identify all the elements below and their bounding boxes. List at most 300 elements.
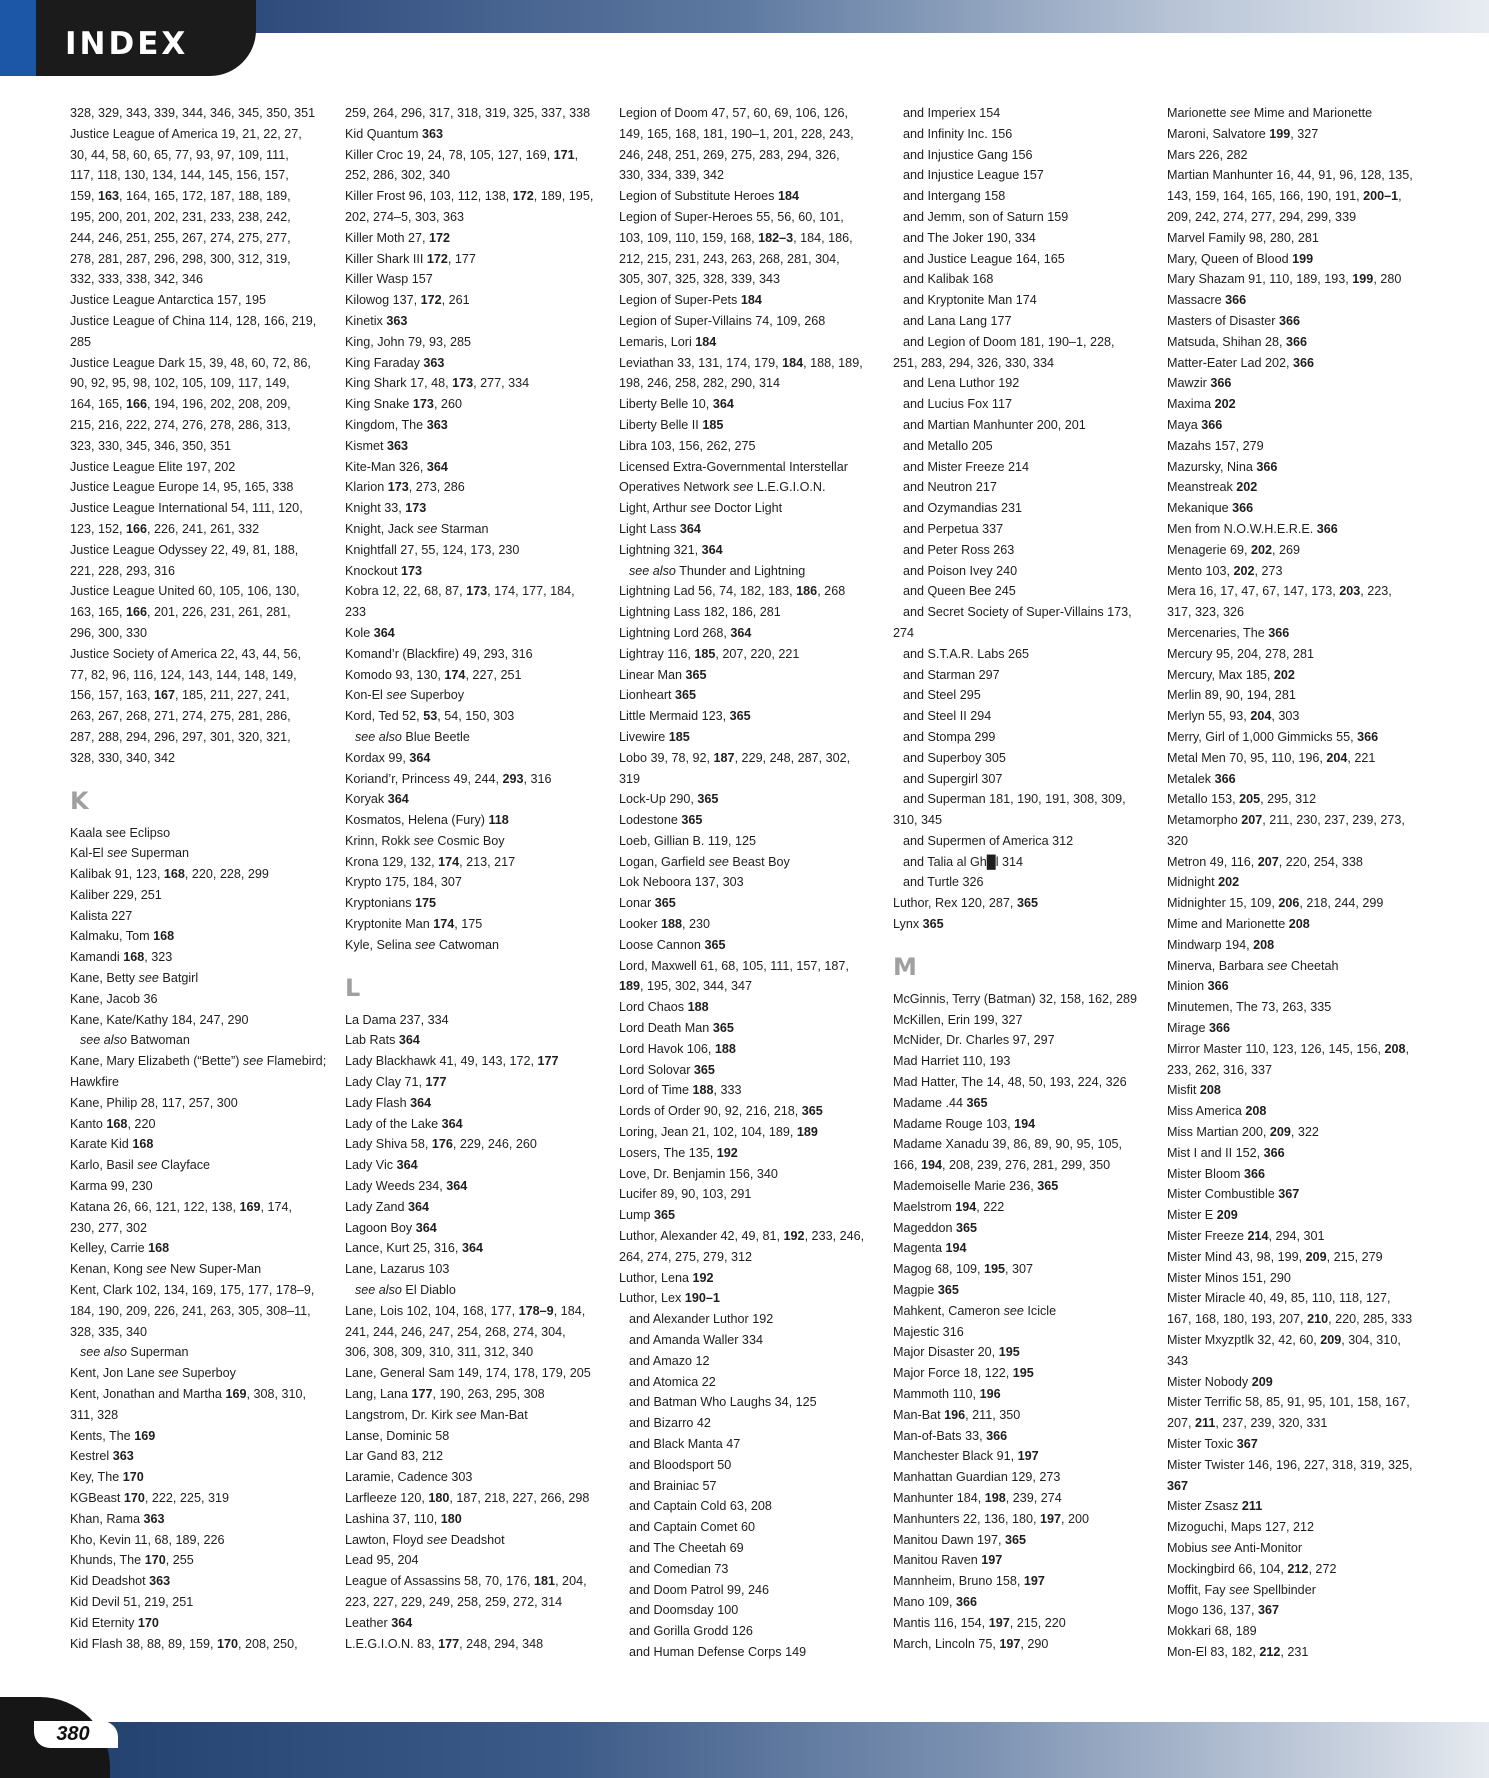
index-entry: Mirror Master 110, 123, 126, 145, 156, 208,	[1167, 1041, 1409, 1056]
index-entry: 367	[1167, 1478, 1189, 1493]
index-entry: Mento 103, 202, 273	[1167, 563, 1283, 578]
index-entry: Lady of the Lake 364	[345, 1116, 463, 1131]
index-entry: Mazahs 157, 279	[1167, 438, 1264, 453]
index-subentry: and Injustice Gang 156	[903, 147, 1033, 162]
index-column-3	[619, 103, 884, 1663]
index-entry: 252, 286, 302, 340	[345, 168, 451, 183]
index-entry: Lightning Lass 182, 186, 281	[619, 605, 781, 620]
index-entry: 278, 281, 287, 296, 298, 300, 312, 319,	[70, 251, 291, 266]
index-entry: Lady Vic 364	[345, 1158, 418, 1173]
index-entry: Lady Weeds 234, 364	[345, 1179, 468, 1194]
index-entry: Light, Arthur see Doctor Light	[619, 501, 783, 516]
index-entry: 264, 274, 275, 279, 312	[619, 1249, 753, 1264]
index-entry: Kordax 99, 364	[345, 750, 431, 765]
index-entry: Lady Clay 71, 177	[345, 1075, 447, 1090]
index-entry: Miss Martian 200, 209, 322	[1167, 1125, 1319, 1140]
index-entry: Moffit, Fay see Spellbinder	[1167, 1582, 1316, 1597]
index-entry: Miss America 208	[1167, 1104, 1267, 1119]
index-entry: Maroni, Salvatore 199, 327	[1167, 126, 1319, 141]
index-entry: Manhattan Guardian 129, 273	[893, 1470, 1061, 1485]
index-entry: Liberty Belle II 185	[619, 417, 724, 432]
index-entry: Justice League of America 19, 21, 22, 27,	[70, 126, 302, 141]
index-entry: Lionheart 365	[619, 688, 697, 703]
index-subentry: and Legion of Doom 181, 190–1, 228,	[903, 334, 1115, 349]
index-entry: Mademoiselle Marie 236, 365	[893, 1179, 1059, 1194]
index-entry: Lady Blackhawk 41, 49, 143, 172, 177	[345, 1054, 559, 1069]
index-subentry: and Kryptonite Man 174	[903, 293, 1037, 308]
index-entry: Mister Minos 151, 290	[1167, 1270, 1291, 1285]
page-title: INDEX	[65, 26, 189, 62]
index-entry: Lonar 365	[619, 896, 676, 911]
page-number: 380	[56, 1723, 90, 1745]
index-entry: 159, 163, 164, 165, 172, 187, 188, 189,	[70, 189, 291, 204]
index-entry: Krona 129, 132, 174, 213, 217	[345, 854, 516, 869]
index-entry: Mister Terrific 58, 85, 91, 95, 101, 158, 167,	[1167, 1395, 1410, 1410]
index-entry: Manhunter 184, 198, 239, 274	[893, 1491, 1062, 1505]
index-entry: Lang, Lana 177, 190, 263, 295, 308	[345, 1387, 545, 1402]
index-entry: Loeb, Gillian B. 119, 125	[619, 833, 756, 848]
index-entry: Kobra 12, 22, 68, 87, 173, 174, 177, 184,	[345, 584, 575, 599]
index-entry: Mister Combustible 367	[1167, 1187, 1300, 1202]
index-entry: Mammoth 110, 196	[893, 1387, 1001, 1402]
index-entry: Justice League Antarctica 157, 195	[70, 293, 267, 308]
index-entry: Kon-El see Superboy	[345, 688, 465, 703]
index-entry: Kent, Clark 102, 134, 169, 175, 177, 178–9,	[70, 1283, 315, 1298]
index-entry: Logan, Garfield see Beast Boy	[619, 854, 790, 869]
index-entry: Mad Harriet 110, 193	[893, 1054, 1011, 1069]
index-subentry: and S.T.A.R. Labs 265	[903, 646, 1030, 661]
index-entry: Luthor, Rex 120, 287, 365	[893, 896, 1038, 911]
index-entry: Massacre 366	[1167, 293, 1247, 308]
index-entry: La Dama 237, 334	[345, 1012, 449, 1027]
index-entry: Lightray 116, 185, 207, 220, 221	[619, 646, 800, 661]
index-entry: Kane, Betty see Batgirl	[70, 971, 199, 986]
index-subentry: and Steel II 294	[903, 709, 992, 724]
index-entry: Kents, The 169	[70, 1428, 156, 1443]
index-entry: 305, 307, 325, 328, 339, 343	[619, 272, 781, 287]
index-entry: Kaala see Eclipso	[70, 825, 171, 840]
index-entry: Looker 188, 230	[619, 917, 711, 932]
index-entry: 317, 323, 326	[1167, 605, 1245, 620]
index-entry: Larfleeze 120, 180, 187, 218, 227, 266, 298	[345, 1491, 590, 1505]
index-entry: Mantis 116, 154, 197, 215, 220	[893, 1615, 1066, 1630]
index-entry: Maxima 202	[1167, 397, 1236, 412]
index-entry: Magenta 194	[893, 1241, 967, 1256]
index-subentry: and The Cheetah 69	[629, 1540, 744, 1555]
index-subentry: and Doom Patrol 99, 246	[629, 1582, 770, 1597]
index-entry: Justice League Elite 197, 202	[70, 459, 236, 474]
header-gradient-bar	[250, 0, 1489, 33]
index-entry: 285	[70, 334, 92, 349]
index-column-5	[1167, 103, 1432, 1663]
index-entry: Madame Xanadu 39, 86, 89, 90, 95, 105,	[893, 1137, 1122, 1152]
index-subentry: and Talia al Gh█l 314	[903, 854, 1024, 869]
index-entry: Justice Society of America 22, 43, 44, 56,	[70, 646, 302, 661]
index-entry: Martian Manhunter 16, 44, 91, 96, 128, 135,	[1167, 168, 1413, 183]
index-entry: Justice League Europe 14, 95, 165, 338	[70, 480, 294, 495]
index-entry: McNider, Dr. Charles 97, 297	[893, 1033, 1055, 1048]
index-entry: Licensed Extra-Governmental Interstellar	[619, 459, 848, 474]
index-entry: Kane, Kate/Kathy 184, 247, 290	[70, 1012, 249, 1027]
index-subentry: and Comedian 73	[629, 1561, 729, 1576]
index-entry: McKillen, Erin 199, 327	[893, 1012, 1023, 1027]
index-entry: Killer Frost 96, 103, 112, 138, 172, 189, 195,	[345, 189, 594, 204]
index-entry: 212, 215, 231, 243, 263, 268, 281, 304,	[619, 251, 840, 266]
index-entry: Mist I and II 152, 366	[1167, 1145, 1285, 1160]
index-entry: Lane, General Sam 149, 174, 178, 179, 205	[345, 1366, 591, 1381]
index-entry: Justice League International 54, 111, 120,	[70, 501, 303, 516]
index-entry: Kalmaku, Tom 168	[70, 929, 175, 944]
index-entry: Marionette see Mime and Marionette	[1167, 106, 1373, 120]
index-entry: Koriand’r, Princess 49, 244, 293, 316	[345, 771, 552, 786]
index-entry: 209, 242, 274, 277, 294, 299, 339	[1167, 209, 1357, 224]
index-entry: Mawzir 366	[1167, 376, 1232, 391]
index-entry: Krypto 175, 184, 307	[345, 875, 462, 890]
index-entry: 311, 328	[70, 1407, 119, 1422]
index-entry: Legion of Substitute Heroes 184	[619, 189, 799, 204]
index-entry: Lightning 321, 364	[619, 542, 723, 557]
index-entry: Kryptonite Man 174, 175	[345, 917, 483, 932]
index-entry: Lobo 39, 78, 92, 187, 229, 248, 287, 302,	[619, 750, 851, 765]
index-entry: Justice League United 60, 105, 106, 130,	[70, 584, 300, 599]
index-subentry: and Imperiex 154	[903, 106, 1001, 120]
index-entry: Love, Dr. Benjamin 156, 340	[619, 1166, 778, 1181]
index-entry: Manitou Raven 197	[893, 1553, 1003, 1568]
index-entry: 90, 92, 95, 98, 102, 105, 109, 117, 149,	[70, 376, 290, 391]
index-subentry: and Amanda Waller 334	[629, 1333, 763, 1348]
index-entry: Midnighter 15, 109, 206, 218, 244, 299	[1167, 896, 1384, 911]
index-entry: Lord, Maxwell 61, 68, 105, 111, 157, 187,	[619, 958, 849, 973]
index-entry: Mizoguchi, Maps 127, 212	[1167, 1520, 1315, 1535]
index-entry: Kingdom, The 363	[345, 417, 448, 432]
index-entry: Maelstrom 194, 222	[893, 1199, 1005, 1214]
section-letter: M	[893, 952, 917, 981]
index-entry: Kalista 227	[70, 908, 133, 923]
index-entry: 164, 165, 166, 194, 196, 202, 208, 209,	[70, 397, 291, 412]
index-entry: 310, 345	[893, 813, 943, 828]
index-entry: 166, 194, 208, 239, 276, 281, 299, 350	[893, 1158, 1111, 1173]
index-entry: Kyle, Selina see Catwoman	[345, 937, 500, 952]
index-entry: Kismet 363	[345, 438, 409, 453]
index-entry: Metal Men 70, 95, 110, 196, 204, 221	[1167, 750, 1376, 765]
index-entry: Luthor, Lex 190–1	[619, 1291, 720, 1306]
index-entry: Kalibak 91, 123, 168, 220, 228, 299	[70, 867, 269, 882]
index-entry: Lump 365	[619, 1208, 676, 1223]
index-entry: Hawkfire	[70, 1075, 119, 1090]
index-entry: Lab Rats 364	[345, 1033, 420, 1048]
index-subentry: and Turtle 326	[903, 875, 984, 890]
index-entry: Operatives Network see L.E.G.I.O.N.	[619, 480, 826, 495]
index-entry: Men from N.O.W.H.E.R.E. 366	[1167, 521, 1338, 536]
index-entry: Lady Flash 364	[345, 1095, 432, 1110]
index-entry: 306, 308, 309, 310, 311, 312, 340	[345, 1345, 534, 1360]
index-entry: Kilowog 137, 172, 261	[345, 293, 470, 308]
index-entry: Mad Hatter, The 14, 48, 50, 193, 224, 326	[893, 1075, 1127, 1090]
index-entry: 223, 227, 229, 249, 258, 259, 272, 314	[345, 1594, 563, 1609]
index-entry: Lightning Lad 56, 74, 182, 183, 186, 268	[619, 584, 846, 599]
index-entry: Killer Croc 19, 24, 78, 105, 127, 169, 171,	[345, 147, 579, 162]
index-entry: 233	[345, 605, 367, 620]
index-entry: Kane, Mary Elizabeth (“Bette”) see Flamebird;	[70, 1054, 327, 1069]
header-accent-block	[0, 0, 36, 76]
index-entry: Knightfall 27, 55, 124, 173, 230	[345, 542, 520, 557]
index-entry: Lead 95, 204	[345, 1553, 419, 1568]
index-subentry: see also Superman	[80, 1345, 189, 1360]
index-entry: Metallo 153, 205, 295, 312	[1167, 792, 1317, 807]
index-entry: Kane, Jacob 36	[70, 991, 158, 1006]
index-entry: Kole 364	[345, 625, 395, 640]
index-entry: Mister E 209	[1167, 1208, 1238, 1223]
index-entry: Mazursky, Nina 366	[1167, 459, 1278, 474]
index-entry: Madame Rouge 103, 194	[893, 1116, 1036, 1131]
index-entry: Major Disaster 20, 195	[893, 1345, 1020, 1360]
index-entry: Mokkari 68, 189	[1167, 1624, 1257, 1639]
index-entry: King Snake 173, 260	[345, 397, 462, 412]
index-entry: Lord Chaos 188	[619, 1000, 709, 1015]
index-subentry: and Peter Ross 263	[903, 542, 1015, 557]
index-entry: 221, 228, 293, 316	[70, 563, 176, 578]
index-subentry: and Intergang 158	[903, 189, 1006, 204]
index-entry: 184, 190, 209, 226, 241, 263, 305, 308–11,	[70, 1303, 311, 1318]
index-entry: 319	[619, 771, 641, 786]
index-entry: Luthor, Alexander 42, 49, 81, 192, 233, 246,	[619, 1229, 865, 1244]
index-subentry: and Secret Society of Super-Villains 173,	[903, 605, 1132, 620]
index-entry: Kal-El see Superman	[70, 846, 190, 861]
index-entry: Mister Toxic 367	[1167, 1437, 1258, 1451]
index-entry: Luthor, Lena 192	[619, 1270, 714, 1285]
index-subentry: and Supergirl 307	[903, 771, 1003, 786]
index-entry: 251, 283, 294, 326, 330, 334	[893, 355, 1055, 370]
index-entry: Mars 226, 282	[1167, 147, 1248, 162]
index-subentry: and Gorilla Grodd 126	[629, 1624, 753, 1639]
index-subentry: and Captain Comet 60	[629, 1520, 756, 1535]
index-entry: 77, 82, 96, 116, 124, 143, 144, 148, 149,	[70, 667, 297, 682]
index-entry: Man-Bat 196, 211, 350	[893, 1407, 1021, 1422]
index-entry: Lords of Order 90, 92, 216, 218, 365	[619, 1104, 823, 1119]
index-entry: 332, 333, 338, 342, 346	[70, 272, 204, 287]
index-entry: 30, 44, 58, 60, 65, 77, 93, 97, 109, 111,	[70, 147, 289, 162]
index-entry: Lucifer 89, 90, 103, 291	[619, 1187, 752, 1202]
index-entry: 198, 246, 258, 282, 290, 314	[619, 376, 781, 391]
index-entry: Minutemen, The 73, 263, 335	[1167, 1000, 1332, 1015]
index-entry: 189, 195, 302, 344, 347	[619, 979, 753, 994]
index-subentry: and Lena Luthor 192	[903, 376, 1020, 391]
index-entry: Killer Shark III 172, 177	[345, 251, 476, 266]
index-entry: Khan, Rama 363	[70, 1511, 165, 1526]
index-entry: Mannheim, Bruno 158, 197	[893, 1574, 1045, 1589]
index-subentry: and Superman 181, 190, 191, 308, 309,	[903, 792, 1126, 807]
index-subentry: and Alexander Luthor 192	[629, 1312, 774, 1327]
index-entry: Lord Death Man 365	[619, 1021, 734, 1036]
index-entry: Major Force 18, 122, 195	[893, 1366, 1034, 1381]
index-entry: 143, 159, 164, 165, 166, 190, 191, 200–1,	[1167, 189, 1402, 204]
index-entry: Killer Wasp 157	[345, 272, 433, 287]
index-subentry: and Mister Freeze 214	[903, 459, 1029, 474]
index-entry: Losers, The 135, 192	[619, 1145, 738, 1160]
index-entry: Mister Twister 146, 196, 227, 318, 319, 325,	[1167, 1457, 1413, 1472]
index-entry: Mahkent, Cameron see Icicle	[893, 1303, 1057, 1318]
index-subentry: see also Thunder and Lightning	[629, 563, 806, 578]
index-entry: Killer Moth 27, 172	[345, 230, 451, 245]
index-entry: Justice League Dark 15, 39, 48, 60, 72, 86,	[70, 355, 311, 370]
section-letter: K	[70, 786, 89, 815]
index-entry: Mister Mind 43, 98, 199, 209, 215, 279	[1167, 1249, 1383, 1264]
index-entry: Mister Freeze 214, 294, 301	[1167, 1229, 1325, 1244]
index-entry: Mercury 95, 204, 278, 281	[1167, 646, 1315, 661]
index-entry: 323, 330, 345, 346, 350, 351	[70, 438, 232, 453]
index-entry: 330, 334, 339, 342	[619, 168, 725, 183]
index-entry: Mister Bloom 366	[1167, 1166, 1265, 1181]
index-entry: Minerva, Barbara see Cheetah	[1167, 958, 1339, 973]
index-column-1	[70, 103, 335, 1654]
index-entry: Meanstreak 202	[1167, 480, 1258, 495]
index-entry: Light Lass 364	[619, 521, 701, 536]
index-entry: Mogo 136, 137, 367	[1167, 1603, 1280, 1618]
index-entry: 259, 264, 296, 317, 318, 319, 325, 337, 338	[345, 106, 591, 120]
index-entry: Lodestone 365	[619, 813, 703, 828]
index-entry: Linear Man 365	[619, 667, 707, 682]
index-entry: Kaliber 229, 251	[70, 887, 162, 902]
index-subentry: and Stompa 299	[903, 729, 996, 744]
index-entry: Key, The 170	[70, 1470, 144, 1485]
index-entry: Mockingbird 66, 104, 212, 272	[1167, 1561, 1337, 1576]
index-subentry: and Brainiac 57	[629, 1478, 717, 1493]
index-entry: Manitou Dawn 197, 365	[893, 1532, 1027, 1547]
index-entry: 320	[1167, 833, 1189, 848]
index-subentry: and Captain Cold 63, 208	[629, 1499, 772, 1514]
index-entry: Laramie, Cadence 303	[345, 1470, 473, 1485]
index-entry: Matsuda, Shihan 28, 366	[1167, 334, 1308, 349]
index-entry: King, John 79, 93, 285	[345, 334, 472, 349]
index-entry: 233, 262, 316, 337	[1167, 1062, 1273, 1077]
index-entry: King Faraday 363	[345, 355, 445, 370]
index-entry: Knight, Jack see Starman	[345, 521, 489, 536]
index-entry: 246, 248, 251, 269, 275, 283, 294, 326,	[619, 147, 840, 162]
index-entry: 274	[893, 625, 915, 640]
index-entry: Mary Shazam 91, 110, 189, 193, 199, 280	[1167, 272, 1402, 287]
index-entry: McGinnis, Terry (Batman) 32, 158, 162, 289	[893, 991, 1138, 1006]
index-entry: Lock-Up 290, 365	[619, 792, 719, 807]
index-entry: Kenan, Kong see New Super-Man	[70, 1262, 262, 1277]
index-entry: 241, 244, 246, 247, 254, 268, 274, 304,	[345, 1324, 566, 1339]
index-entry: 230, 277, 302	[70, 1220, 148, 1235]
index-entry: Kryptonians 175	[345, 896, 437, 911]
index-entry: Karma 99, 230	[70, 1179, 153, 1194]
index-entry: Komodo 93, 130, 174, 227, 251	[345, 667, 522, 682]
index-subentry: and Bloodsport 50	[629, 1457, 732, 1472]
index-entry: Mobius see Anti-Monitor	[1167, 1540, 1303, 1555]
index-subentry: and Martian Manhunter 200, 201	[903, 417, 1086, 432]
index-entry: Mercury, Max 185, 202	[1167, 667, 1295, 682]
index-column-4	[893, 103, 1158, 1654]
index-subentry: and Perpetua 337	[903, 521, 1004, 536]
index-entry: Midnight 202	[1167, 875, 1240, 890]
index-entry: Lord Havok 106, 188	[619, 1041, 736, 1056]
index-entry: Minion 366	[1167, 979, 1229, 994]
index-entry: Manchester Black 91, 197	[893, 1449, 1039, 1464]
index-entry: Lady Zand 364	[345, 1199, 430, 1214]
index-subentry: and Metallo 205	[903, 438, 993, 453]
index-entry: Legion of Super-Pets 184	[619, 293, 762, 308]
index-entry: March, Lincoln 75, 197, 290	[893, 1636, 1049, 1651]
index-subentry: see also El Diablo	[355, 1283, 456, 1298]
index-subentry: and Starman 297	[903, 667, 1000, 682]
index-entry: Justice League Odyssey 22, 49, 81, 188,	[70, 542, 299, 557]
index-entry: Mera 16, 17, 47, 67, 147, 173, 203, 223,	[1167, 584, 1392, 599]
index-entry: L.E.G.I.O.N. 83, 177, 248, 294, 348	[345, 1636, 544, 1651]
index-entry: Kite-Man 326, 364	[345, 459, 448, 474]
index-entry: Lemaris, Lori 184	[619, 334, 717, 349]
index-entry: 202, 274–5, 303, 363	[345, 209, 465, 224]
index-entry: Loose Cannon 365	[619, 937, 726, 952]
index-entry: Masters of Disaster 366	[1167, 313, 1300, 328]
index-entry: Merlin 89, 90, 194, 281	[1167, 688, 1296, 703]
index-entry: Kho, Kevin 11, 68, 189, 226	[70, 1532, 225, 1547]
index-entry: Mon-El 83, 182, 212, 231	[1167, 1644, 1309, 1659]
index-entry: Legion of Super-Heroes 55, 56, 60, 101,	[619, 209, 844, 224]
section-letter: L	[345, 973, 361, 1002]
index-entry: 215, 216, 222, 274, 276, 278, 286, 313,	[70, 417, 291, 432]
index-subentry: and Jemm, son of Saturn 159	[903, 209, 1069, 224]
index-entry: Kinetix 363	[345, 313, 408, 328]
index-entry: Mirage 366	[1167, 1021, 1231, 1036]
index-subentry: and Lana Lang 177	[903, 313, 1012, 328]
index-entry: Kord, Ted 52, 53, 54, 150, 303	[345, 709, 515, 724]
index-entry: Lance, Kurt 25, 316, 364	[345, 1241, 483, 1256]
index-entry: 156, 157, 163, 167, 185, 211, 227, 241,	[70, 688, 290, 703]
index-entry: Majestic 316	[893, 1324, 964, 1339]
index-entry: 163, 165, 166, 201, 226, 231, 261, 281,	[70, 605, 291, 620]
index-entry: Klarion 173, 273, 286	[345, 480, 465, 495]
index-entry: Lane, Lazarus 103	[345, 1262, 450, 1277]
index-entry: 207, 211, 237, 239, 320, 331	[1167, 1416, 1328, 1431]
index-entry: Legion of Doom 47, 57, 60, 69, 106, 126,	[619, 106, 848, 120]
index-entry: Legion of Super-Villains 74, 109, 268	[619, 313, 826, 328]
index-entry: Livewire 185	[619, 729, 690, 744]
index-subentry: and Superboy 305	[903, 750, 1006, 765]
index-entry: Lane, Lois 102, 104, 168, 177, 178–9, 184,	[345, 1303, 586, 1318]
index-entry: 328, 335, 340	[70, 1324, 148, 1339]
index-subentry: and Infinity Inc. 156	[903, 126, 1013, 141]
index-subentry: and Human Defense Corps 149	[629, 1644, 807, 1659]
index-entry: Mister Zsasz 211	[1167, 1499, 1263, 1514]
index-subentry: see also Blue Beetle	[355, 729, 470, 744]
index-entry: Lagoon Boy 364	[345, 1220, 437, 1235]
index-subentry: and Queen Bee 245	[903, 584, 1016, 599]
index-subentry: and Lucius Fox 117	[903, 397, 1012, 412]
index-entry: Mister Mxyzptlk 32, 42, 60, 209, 304, 310,	[1167, 1333, 1401, 1348]
index-entry: Leviathan 33, 131, 174, 179, 184, 188, 189,	[619, 355, 863, 370]
index-entry: Mekanique 366	[1167, 501, 1254, 516]
index-entry: Lashina 37, 110, 180	[345, 1511, 462, 1526]
index-entry: King Shark 17, 48, 173, 277, 334	[345, 376, 530, 391]
index-entry: Mageddon 365	[893, 1220, 978, 1235]
index-entry: Madame .44 365	[893, 1095, 988, 1110]
index-entry: Merry, Girl of 1,000 Gimmicks 55, 366	[1167, 729, 1379, 744]
index-entry: Mano 109, 366	[893, 1594, 978, 1609]
index-entry: Kestrel 363	[70, 1449, 134, 1464]
index-entry: Liberty Belle 10, 364	[619, 397, 734, 412]
index-entry: Katana 26, 66, 121, 122, 138, 169, 174,	[70, 1199, 292, 1214]
index-entry: Metamorpho 207, 211, 230, 237, 239, 273,	[1167, 813, 1405, 828]
index-entry: Marvel Family 98, 280, 281	[1167, 230, 1319, 245]
index-entry: 149, 165, 168, 181, 190–1, 201, 228, 243,	[619, 126, 854, 141]
index-entry: 195, 200, 201, 202, 231, 233, 238, 242,	[70, 209, 291, 224]
index-subentry: and Neutron 217	[903, 480, 997, 495]
index-entry: 296, 300, 330	[70, 625, 148, 640]
index-entry: KGBeast 170, 222, 225, 319	[70, 1491, 229, 1505]
index-entry: Koryak 364	[345, 792, 409, 807]
